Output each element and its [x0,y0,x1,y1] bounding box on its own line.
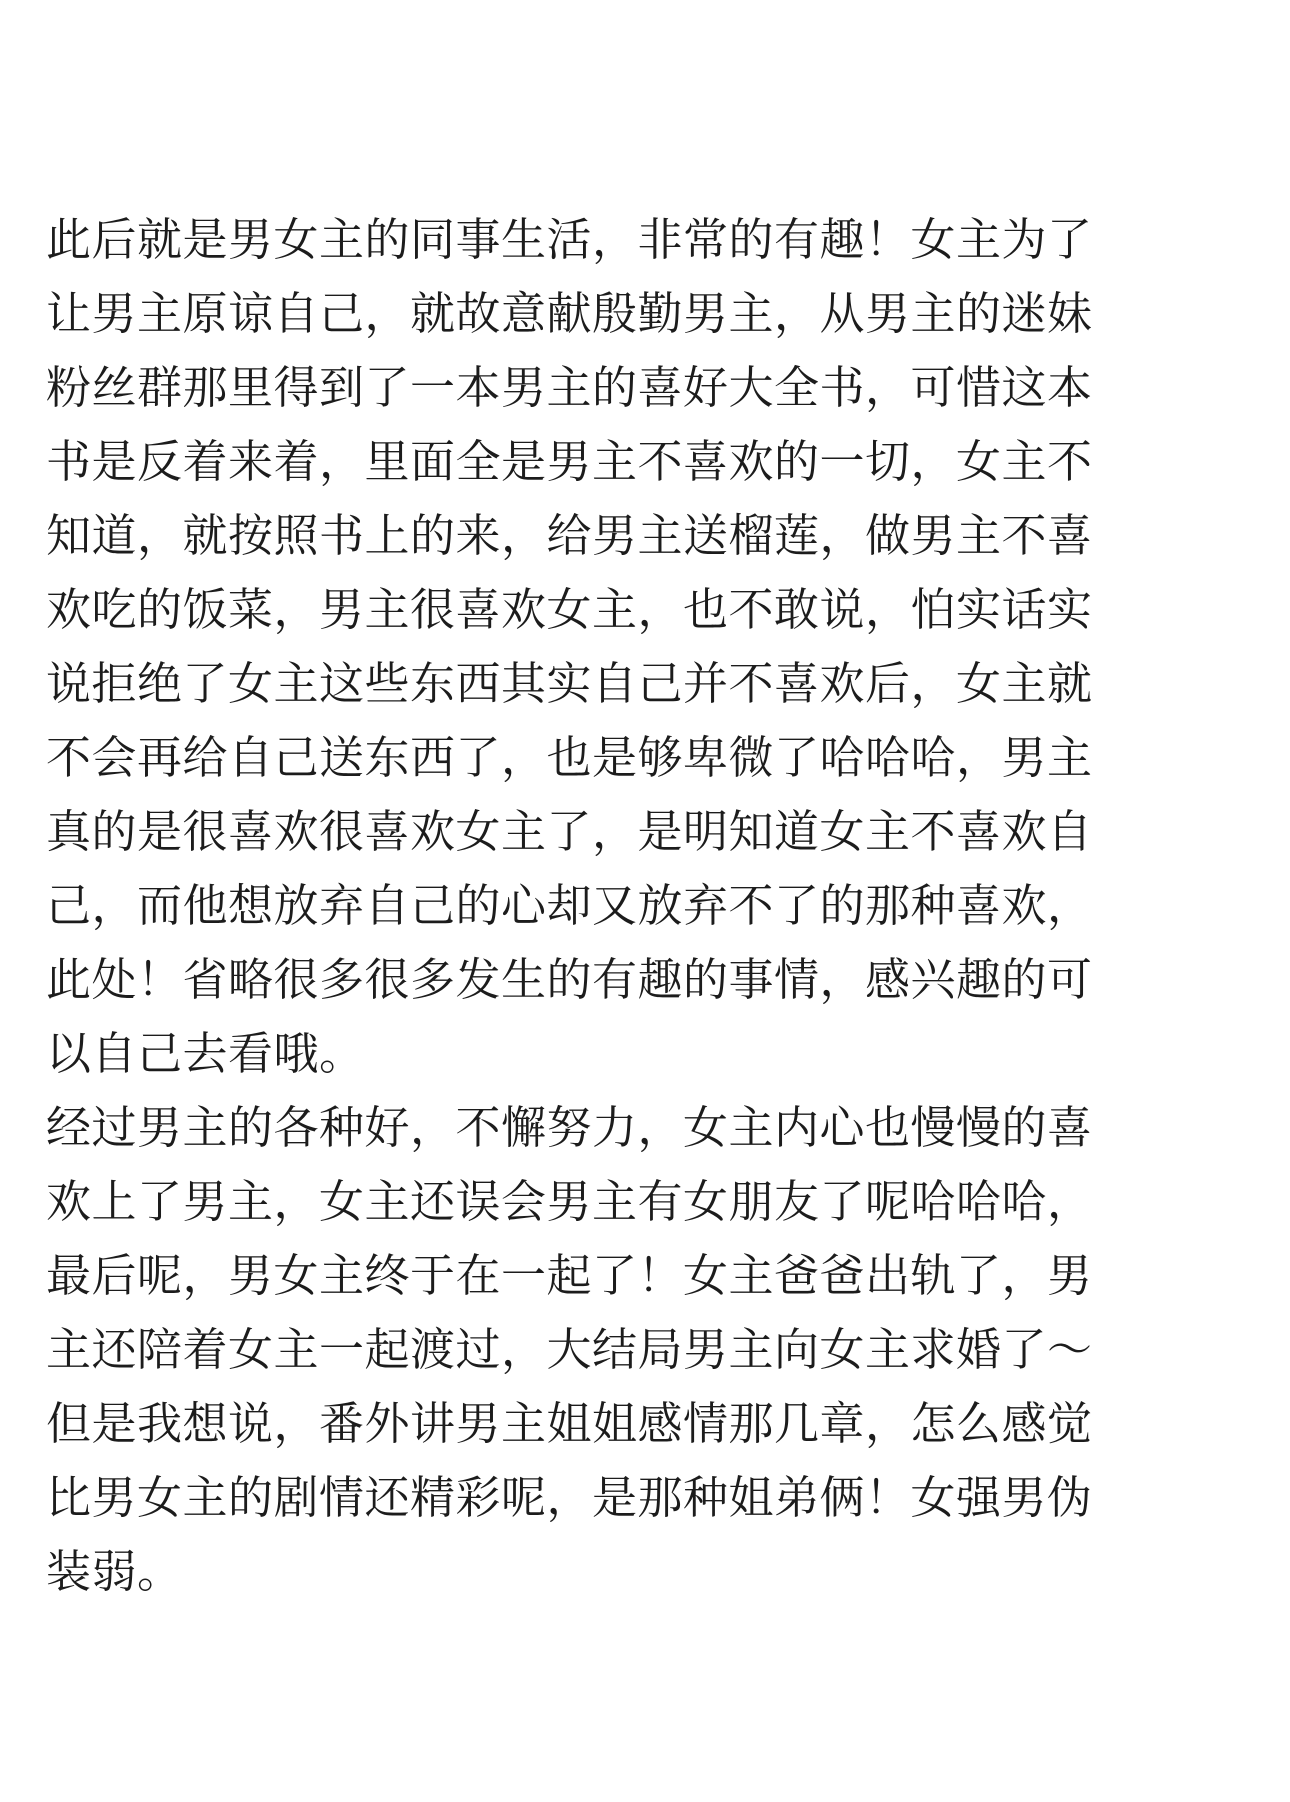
paragraph-2 [46,1091,1246,1609]
text-line: 此处！省略很多很多发生的有趣的事情，感兴趣的可 [46,953,1093,1006]
article-body [46,203,1246,1609]
text-line: 但是我想说，番外讲男主姐姐感情那几章，怎么感觉 [46,1397,1093,1450]
text-line: 己，而他想放弃自己的心却又放弃不了的那种喜欢， [46,879,1093,932]
text-line: 最后呢，男女主终于在一起了！女主爸爸出轨了，男 [46,1249,1093,1302]
text-line: 知道，就按照书上的来，给男主送榴莲，做男主不喜 [46,509,1093,562]
text-line: 欢上了男主，女主还误会男主有女朋友了呢哈哈哈， [46,1175,1093,1228]
text-line: 装弱。 [46,1545,183,1598]
text-line: 让男主原谅自己，就故意献殷勤男主，从男主的迷妹 [46,287,1093,340]
text-line: 欢吃的饭菜，男主很喜欢女主，也不敢说，怕实话实 [46,583,1093,636]
text-line: 比男女主的剧情还精彩呢，是那种姐弟俩！女强男伪 [46,1471,1093,1524]
text-line: 不会再给自己送东西了，也是够卑微了哈哈哈，男主 [46,731,1093,784]
paragraph-1 [46,203,1246,1091]
text-line: 经过男主的各种好，不懈努力，女主内心也慢慢的喜 [46,1101,1093,1154]
text-line: 真的是很喜欢很喜欢女主了，是明知道女主不喜欢自 [46,805,1093,858]
text-line: 书是反着来着，里面全是男主不喜欢的一切，女主不 [46,435,1093,488]
text-line: 主还陪着女主一起渡过，大结局男主向女主求婚了～ [46,1323,1093,1376]
text-line: 粉丝群那里得到了一本男主的喜好大全书，可惜这本 [46,361,1093,414]
text-line: 以自己去看哦。 [46,1027,365,1080]
text-line: 说拒绝了女主这些东西其实自己并不喜欢后，女主就 [46,657,1093,710]
text-line: 此后就是男女主的同事生活，非常的有趣！女主为了 [46,213,1093,266]
